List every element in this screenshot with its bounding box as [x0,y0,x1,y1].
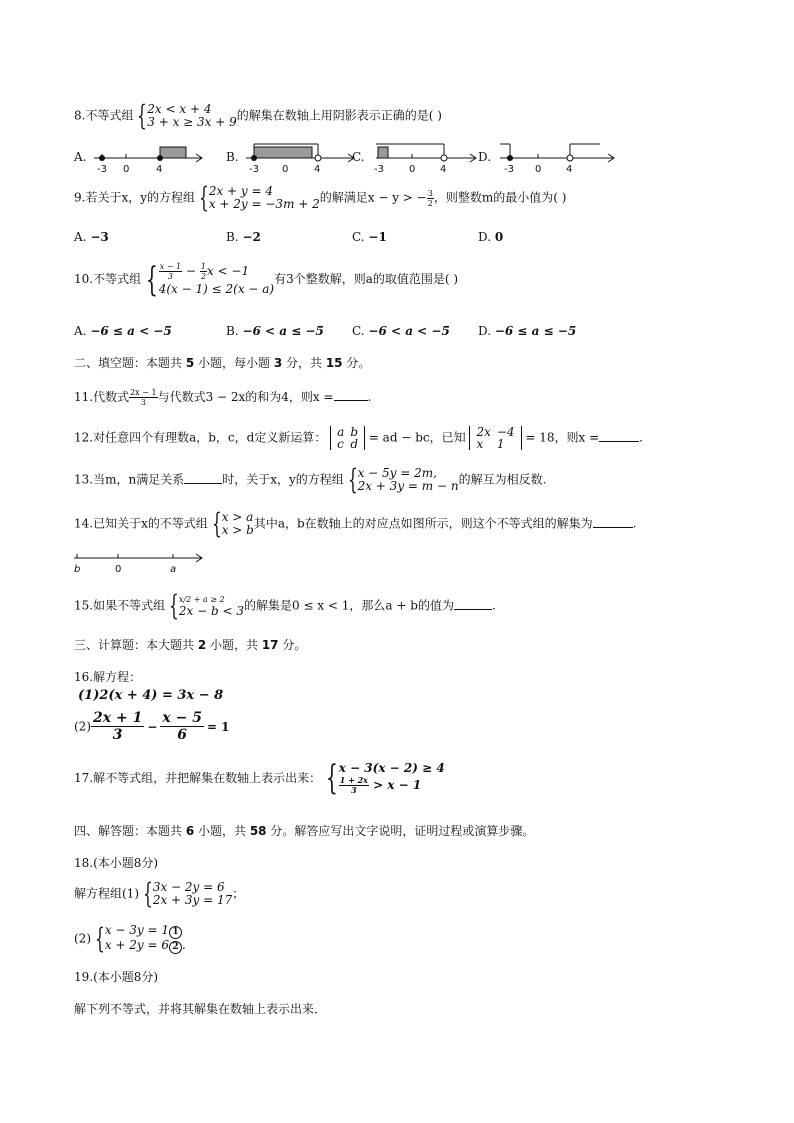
tick-label: -3 [249,164,259,175]
tick-label: 4 [156,164,163,175]
q10-option-c[interactable]: C. −6 < a < −5 [352,324,450,338]
q16-part1: (1)2(x + 4) = 3x − 8 [78,688,224,703]
q15-stem: 15.如果不等式组 { x/2 + a ≥ 2 2x − b < 3 的解集是0 ≤ x < 1，那么a + b的值为 . [74,589,496,622]
number-line-b [242,142,362,176]
q10-stem: 10.不等式组 { $\frac{x - 1}{3}$ − $\frac{1}{2}$ x < −1 4(x − 1) ≤ 2(x − a) 有3个整数解，则a的取值范围是( ) [74,259,459,300]
q19-title: 19.(本小题8分) [74,970,159,984]
tick-label: 0 [282,164,289,175]
q16-part2: (2) $\frac{2x + 1}{3}$ − $\frac{x - 5}{6}$ = 1 [74,710,230,743]
q19-body: 解下列不等式，并将其解集在数轴上表示出来． [74,1002,327,1016]
determinant-given: 2x −4 x 1 [469,426,521,450]
circled-number: 1 [169,926,182,939]
q14-number-line [72,550,212,578]
tick-label: 4 [440,164,447,175]
q9-option-b[interactable]: B. −2 [226,230,261,244]
tick-label: 4 [566,164,573,175]
answer-blank[interactable] [184,483,222,484]
q12-stem: 12.对任意四个有理数a，b，c，d定义新运算： a b c d = ad − bc，已知 2x −4 x 1 = 18，则x = . [74,425,643,451]
number-line-a [90,142,210,176]
answer-blank[interactable] [334,400,368,401]
q10-option-a[interactable]: A. −6 ≤ a < −5 [74,324,172,338]
q14-stem: 14.已知关于x的不等式组 { x > a x > b 其中a，b在数轴上的对应点如图所示，则这个不等式组的解集为 . [74,507,637,540]
axis-label-b: b [74,564,81,575]
tick-label: 0 [409,164,416,175]
tick-label: -3 [504,164,514,175]
q16-title: 16.解方程： [74,670,142,684]
q18-part1: 解方程组(1) { 3x − 2y = 6 2x + 3y = 17 ； [74,877,245,910]
circled-number: 2 [169,941,182,954]
tick-label: -3 [97,164,107,175]
answer-blank[interactable] [454,609,492,610]
q13-stem: 13.当m，n满足关系 时，关于x，y的方程组 { x − 5y = 2m, 2x + 3y = m − n 的解互为相反数. [74,463,547,496]
q10-option-d[interactable]: D. −6 ≤ a ≤ −5 [478,324,577,338]
q10-option-b[interactable]: B. −6 < a ≤ −5 [226,324,324,338]
answer-blank[interactable] [593,527,633,528]
number-line-d [496,142,626,176]
q11-stem: 11.代数式 $\frac{2x - 1}{3}$ 与代数式3 − 2x的和为4，则x = . [74,388,372,407]
number-line-c [372,142,492,176]
q9-stem: 9.若关于x，y的方程组 { 2x + y = 4 x + 2y = −3m + 2 的解满足x − y > − $\frac{3}{2}$ ，则整数m的最小值为( ) [74,181,567,214]
section-heading-3: 三、计算题：本大题共 2 小题，共 17 分。 [74,638,307,652]
q8-stem: 8.不等式组 { 2x < x + 4 3 + x ≥ 3x + 9 的解集在数轴上用阴影表示正确的是( ) [74,99,442,132]
answer-blank[interactable] [599,441,639,442]
tick-label: -3 [374,164,384,175]
q18-title: 18.(本小题8分) [74,856,159,870]
determinant-definition: a b c d [330,426,365,450]
q9-option-d[interactable]: D. 0 [478,230,504,244]
section-heading-2: 二、填空题：本题共 5 小题，每小题 3 分，共 15 分。 [74,356,371,370]
tick-label: 4 [314,164,321,175]
q9-option-c[interactable]: C. −1 [352,230,387,244]
q18-part2: (2) { x − 3y = 1 1 x + 2y = 6 2 . [74,922,186,955]
axis-label-a: a [170,564,177,575]
tick-label: 0 [535,164,542,175]
q9-option-a[interactable]: A. −3 [74,230,109,244]
q17-stem: 17.解不等式组，并把解集在数轴上表示出来： { x − 3(x − 2) ≥ 4 $\frac{1 + 2x}{3}$ > x − 1 [74,757,445,798]
axis-label-0: 0 [115,564,122,575]
section-heading-4: 四、解答题：本题共 6 小题，共 58 分。解答应写出文字说明，证明过程或演算步骤。 [74,824,535,838]
tick-label: 0 [123,164,130,175]
